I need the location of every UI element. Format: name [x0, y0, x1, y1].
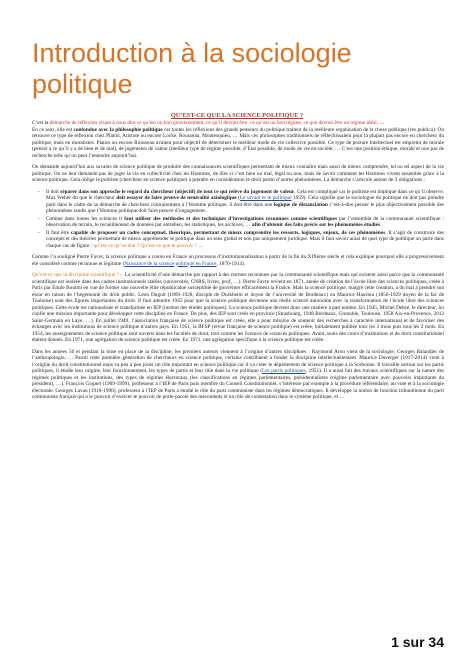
list-item: - Il faut être capable de proposer un cadre conceptuel, théorique, permettant de mieux comprendre les ressorts, logiques, enjeux, de ces phénomènes. Il s’agit de construire des concepts et des théories permettant de mieux appréhender le politique dans un sens global et non pas uniquement juridique. Mais il faut savoir aussi de quel type de politique on parle dans chaque cas de figure : qu’est-ce qu’un état ? Qu’est-ce que le pouvoir ? … — [46, 230, 444, 250]
p1-red-highlight: démarche de réflexion visant à nous dire ce qu’est un bon gouvernement, ce qu’il devrait être, ce qu’est un bon régime, ce que devrait être un régime idéal, — [49, 120, 379, 126]
document-body — [32, 120, 444, 406]
paragraph-definition — [32, 120, 444, 159]
obligations-list — [32, 189, 444, 250]
list-item: - Il doit séparer dans son approche le regard du chercheur (objectif) de tout ce qui relève du jugement de valeur. Cela est compliqué car le politiste est impliqué dans ce qu’il observe. Max Weber dit que le chercheur doit essayer de faire preuve de neutralité axiologique (Le savant et le politique 1959). Cela signifie que le sociologue du politique ne doit pas prendre parti dans le cadre de sa démarche de chercheur contrairement à l’Homme politique, il doit être dans une logique de distanciation c’est-à-dire penser le plus objectivement possible des phénomènes tandis que l’Homme politique doit faire preuve d’engagement. — [46, 189, 444, 215]
paragraph-obligations-intro: On demande aujourd’hui aux savants de science politique de produire des connaissances scientifiques permettant de mieux connaître mais aussi de mieux comprendre, tel ou tel aspect de la vie politique. On ne leur demande pas de juger la vie en collectivité chez les Hommes, de dire si c’est bien ou mal, légal ou non, mais de savoir comment les Hommes vivent ensemble grâce à la science politique. Cela oblige le politiste (chercheur en science politique) à prendre en considération le droit parmi d’autres phénomènes. La démarche s’articule autour de 3 obligations : — [32, 164, 444, 183]
page-title — [32, 38, 452, 100]
p1-start: C’est la — [32, 120, 50, 126]
book-link-savant[interactable]: Le savant et le politique — [239, 195, 292, 201]
section-heading: QU’EST-CE QUE LA SCIENCE POLITIQUE ? — [170, 112, 304, 119]
book-link-partis[interactable]: Les partis politiques — [261, 368, 306, 374]
paragraph-favre: Comme l’a souligné Pierre Favre, la science politique a connu en France un processus d’institutionnalisation à partir de la fin du XIXème siècle et cela explique pourquoi elle a progressivement été considéré comme reconnue et légitime (Naissance de la science politique en France, 1870-1914). — [32, 254, 444, 267]
p1-text3: car toutes les réflexions des grands penseurs du politique traitent de la meilleure organisation de la chose publique (res publica). On retrouve ce type de réflexion chez Platon, Aristote ou encore Locke, Rousseau, Montesquieu, … Mais ces philosophes traditionnels ne réfléchissaient pour la plupart pas encore en chercheur du politique, mais en moralistes. Platon ou encore Rousseau avaient pour objectif de déterminer le meilleur mode de vie collective possible. Ce type de posture intellectuel est empreint de morale (penser à ce qu’il y a de bien et de mal), de jugements de valeur (meilleur type de régime possible, d’État possible, de mode de vie en société, … C’est une position éthique, morale et non pas de recherche telle qu’on peut l’entendre aujourd’hui. — [32, 126, 444, 159]
title-line-2: politique — [32, 69, 133, 99]
page-number: 1 sur 34 — [391, 634, 444, 650]
p1-dots: … — [378, 120, 385, 126]
question-highlight: qu’est-ce qu’un état ? Qu’est-ce que le pouvoir ? — [93, 242, 197, 249]
discipline-question: Qu’est-ce que la discipline scientifique ? – — [32, 272, 124, 278]
list-item: - Comme dans toutes les sciences il faut utiliser des méthodes et des techniques d’investigations reconnues comme scientifiques par l’ensemble de la communauté scientifique : observation de terrain, le recueillement de données par entretien, les statistiques, les archives, … afin d’obtenir des faits précis sur les phénomènes étudiés. — [46, 216, 444, 229]
paragraph-discipline: Qu’est-ce que la discipline scientifique ? – La scientificité d’une démarche par rapport à des normes reconnues par la communauté scientifique mais qui existent aussi parce que la communauté scientifique est insérée dans des cadres institutionnels stables (universités, CNRS, livres, prof, …). Pierre Favre revient en 1871, année de création de l’école libre des sciences politiques, créée à Paris par Émile Boutmi en vue de former une nouvelle élite républicaine susceptible de gouverner efficacement la France. Mais la science politique, malgré cette création, a du mal à prendre son essor en raison de l’hégémonie du droit public. Léon Duguit (1869-1928, disciple de Durkheim et doyen de l’université de Bordeaux) ou Maurice Hauriou (1856-1929 doyen de la fac de Toulouse) sont des figures importantes du droit. Il faut attendre 1945 pour que la science politique devienne une réelle science autonome avec la transformation de l’école libre des sciences politiques. Cette école est nationalisée et transformée en IEP (institut des études politiques). La science politique devient donc une matière à part entière. En 1945, Michel Debré, le directeur, lui confie une mission importante pour développer cette discipline en France. De plus, des IEP sont créés en province (Strasbourg, 1948 Bordeaux, Grenoble, Toulouse, 1958 Aix-en-Provence, 2012 Saint-Germain en Laye, …). En juillet 1949, l’association française de science politique est créée, elle a pour mission de soutenir des recherches à caractère international et de favoriser des échanges avec les institutions de science politique d’autres pays. En 1951, la RFSP (revue française de science politique) est créée, initialement publiée tous les 3 mois puis tous les 2 mois. En 1954, les enseignements de science politique sont ouverts dans les facultés de droit, tout comme les licences de sciences politiques. Avant, seuls des cours d’institutions et de droit constitutionnel étaient donnés. En 1971, une agrégation de science politique est créée. En 1971, une agrégation spécifique à la science politique est créée. — [32, 272, 444, 343]
title-line-1: Introduction à la sociologie — [32, 38, 352, 68]
p1-bold: confondue avec la philosophie politique — [73, 126, 163, 133]
p1-text2: En ce sens, elle est — [32, 126, 74, 133]
paragraph-authors: Dans les années 50 et pendant la mise en place de la discipline, les premiers auteurs viennent à l’origine d’autres disciplines : Raymond Aron vient de la sociologie, Georges Balandier de l’anthropologie, … Parmi cette première génération de chercheurs en science politique, certains contribuent à fonder la discipline intellectuellement. Maurice Duverger (1917-2014) vient à l’origine du droit constitutionnel mais va peu à peu jouer un rôle important en science politique car il va créer le département de science politique à la Sorbonne. Il travaille surtout sur les partis politiques, il étudie leur origine, leur fonctionnement, les types de partis et leur rôle dans la vie politique (Les partis politiques, 1951). Il a aussi fait des travaux scientifiques sur la nature des régimes politiques et les institutions, des types de régimes électoraux (les classifications en régimes parlementaires, présidentialistes (régime parlementaire avec pouvoirs importants du président), …). François Goguel (1909-1999), professeur à l’IEP de Paris puis membre du Conseil Constitutionnel, s’intéresse par exemple à la procédure référendaire, au vote et à la sociologie électorale. Georges Lavau (1918-1990), professeur à l’IEP de Paris a étudié le rôle du parti communiste dans les régimes démocratiques. Il développe la notion de fonction tribunitienne du parti communiste français qui a le pouvoir d’exercer le pouvoir de porte-parole des mécontents et un rôle de contestation dans le système politique, et … — [32, 348, 444, 400]
book-link-naissance[interactable]: Naissance de la science politique en France — [124, 260, 217, 267]
